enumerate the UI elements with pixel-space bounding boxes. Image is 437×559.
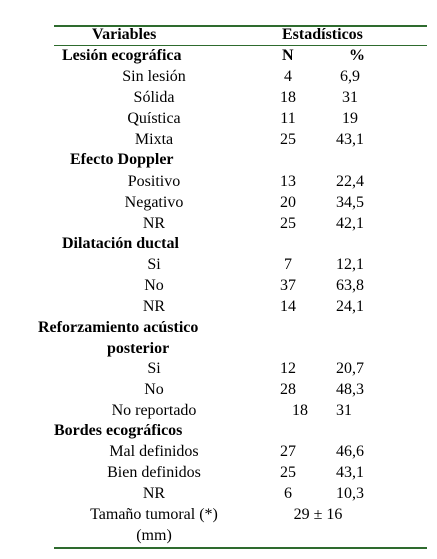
row-n: 25 bbox=[280, 215, 296, 232]
subheader-percent: % bbox=[349, 47, 365, 64]
row-label: Si bbox=[147, 360, 161, 377]
row-n: 6 bbox=[284, 485, 292, 502]
section-title-continuation: posterior bbox=[107, 340, 170, 357]
row-n: 25 bbox=[280, 131, 296, 148]
row-percent: 46,6 bbox=[336, 443, 364, 460]
row-label: NR bbox=[142, 298, 166, 315]
row-label: Positivo bbox=[127, 173, 181, 190]
row-n: 25 bbox=[280, 464, 296, 481]
row-percent: 6,9 bbox=[340, 68, 360, 85]
row-n: 18 bbox=[280, 89, 296, 106]
row-percent: 43,1 bbox=[336, 464, 364, 481]
row-percent: 31 bbox=[336, 402, 352, 419]
row-n: 12 bbox=[280, 360, 296, 377]
row-label: Sin lesión bbox=[122, 68, 186, 85]
row-n: 27 bbox=[280, 443, 296, 460]
section-title: Bordes ecográficos bbox=[54, 422, 183, 439]
row-percent: 24,1 bbox=[336, 298, 364, 315]
row-percent: 31 bbox=[342, 89, 358, 106]
header-estadisticos: Estadísticos bbox=[282, 26, 363, 43]
row-label: No bbox=[144, 277, 164, 294]
row-percent: 48,3 bbox=[336, 381, 364, 398]
header-variables: Variables bbox=[92, 26, 157, 43]
row-percent: 19 bbox=[342, 110, 358, 127]
section-title: Dilatación ductal bbox=[62, 235, 179, 252]
row-n: 18 bbox=[292, 402, 308, 419]
row-percent: 63,8 bbox=[336, 277, 364, 294]
row-percent: 34,5 bbox=[336, 194, 364, 211]
row-n: 20 bbox=[280, 194, 296, 211]
section-title: Reforzamiento acústico bbox=[38, 319, 199, 336]
row-label: Si bbox=[147, 256, 161, 273]
section-title: Lesión ecográfica bbox=[62, 47, 182, 64]
row-label: Sólida bbox=[133, 89, 175, 106]
row-n: 4 bbox=[284, 68, 292, 85]
row-percent: 12,1 bbox=[336, 256, 364, 273]
row-percent: 22,4 bbox=[336, 173, 364, 190]
row-label: NR bbox=[142, 215, 166, 232]
row-label: Mixta bbox=[134, 131, 174, 148]
row-percent: 10,3 bbox=[336, 485, 364, 502]
row-n: 28 bbox=[280, 381, 296, 398]
subheader-n: N bbox=[282, 47, 294, 64]
section-title: Efecto Doppler bbox=[70, 151, 174, 168]
row-percent: 43,1 bbox=[336, 131, 364, 148]
row-label: No reportado bbox=[111, 402, 197, 419]
row-n: 37 bbox=[280, 277, 296, 294]
row-label: Mal definidos bbox=[109, 443, 199, 460]
table-bottom-rule bbox=[54, 547, 427, 549]
row-n: 11 bbox=[280, 110, 296, 127]
row-percent: 42,1 bbox=[336, 215, 364, 232]
tumor-size-label: Tamaño tumoral (*) bbox=[90, 506, 218, 523]
row-label: Bien definidos bbox=[107, 464, 201, 481]
row-n: 7 bbox=[284, 256, 292, 273]
row-label: No bbox=[144, 381, 164, 398]
row-label: Negativo bbox=[124, 194, 184, 211]
row-label: Quística bbox=[127, 110, 181, 127]
tumor-size-unit: (mm) bbox=[136, 527, 172, 544]
row-n: 13 bbox=[280, 173, 296, 190]
row-percent: 20,7 bbox=[336, 360, 364, 377]
tumor-size-value: 29 ± 16 bbox=[293, 506, 343, 523]
row-label: NR bbox=[142, 485, 166, 502]
row-n: 14 bbox=[280, 298, 296, 315]
